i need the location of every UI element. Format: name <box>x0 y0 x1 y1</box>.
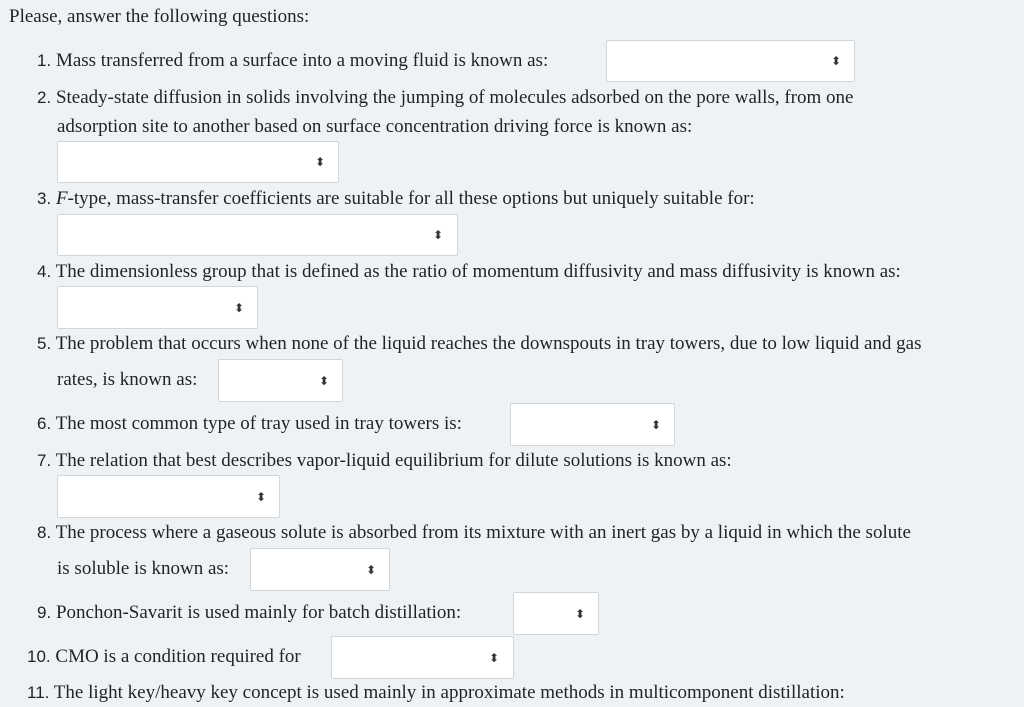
question-text: The most common type of tray used in tray towers is: <box>55 413 462 434</box>
question-7 <box>37 447 732 475</box>
dropdown-arrow-icon: ⬍ <box>650 417 661 432</box>
dropdown-arrow-icon: ⬍ <box>574 606 585 621</box>
question-8 <box>37 519 911 547</box>
question-text-line-1: Steady-state diffusion in solids involving the jumping of molecules adsorbed on the pore walls, from one <box>55 87 854 108</box>
instructions-heading: Please, answer the following questions: <box>9 6 310 27</box>
question-number: 4. <box>37 262 52 281</box>
question-text: F-type, mass-transfer coefficients are suitable for all these options but uniquely suitable for: <box>55 188 755 209</box>
question-number: 7. <box>37 451 52 470</box>
question-text-line-2: adsorption site to another based on surface concentration driving force is known as: <box>57 116 693 137</box>
question-text: The dimensionless group that is defined as the ratio of momentum diffusivity and mass diffusivity is known as: <box>55 261 901 282</box>
dropdown-arrow-icon: ⬍ <box>233 300 244 315</box>
question-text-line-2: is soluble is known as: <box>57 558 230 579</box>
question-3 <box>37 185 755 213</box>
dropdown-arrow-icon: ⬍ <box>318 373 329 388</box>
question-10 <box>27 643 301 671</box>
dropdown-arrow-icon: ⬍ <box>255 489 266 504</box>
answer-select-3[interactable] <box>57 214 458 256</box>
question-number: 8. <box>37 523 52 542</box>
dropdown-arrow-icon: ⬍ <box>365 562 376 577</box>
question-5 <box>37 330 922 358</box>
answer-select-10[interactable] <box>331 636 514 679</box>
question-2 <box>37 84 853 112</box>
question-text-line-1: The process where a gaseous solute is absorbed from its mixture with an inert gas by a liquid in which the solute <box>55 522 911 543</box>
question-1 <box>37 47 548 75</box>
answer-select-1[interactable] <box>606 40 855 82</box>
dropdown-arrow-icon: ⬍ <box>314 155 325 169</box>
question-9 <box>37 599 461 627</box>
question-text: Mass transferred from a surface into a moving fluid is known as: <box>55 50 549 71</box>
question-number: 9. <box>37 603 52 622</box>
question-text-line-2: rates, is known as: <box>57 369 198 390</box>
answer-select-9[interactable] <box>513 592 599 635</box>
question-text-line-1: The problem that occurs when none of the liquid reaches the downspouts in tray towers, due to low liquid and gas <box>55 333 922 354</box>
question-number: 2. <box>37 88 52 107</box>
question-text: The light key/heavy key concept is used mainly in approximate methods in multicomponent distillation: <box>53 682 845 703</box>
question-number: 11. <box>27 683 50 702</box>
dropdown-arrow-icon: ⬍ <box>830 54 841 68</box>
question-4 <box>37 258 901 286</box>
question-text: Ponchon-Savarit is used mainly for batch distillation: <box>55 602 462 623</box>
question-text: CMO is a condition required for <box>55 646 301 667</box>
question-text: The relation that best describes vapor-liquid equilibrium for dilute solutions is known as: <box>55 450 732 471</box>
answer-select-7[interactable] <box>57 475 280 518</box>
italic-f: F <box>55 188 68 209</box>
answer-select-4[interactable] <box>57 286 258 329</box>
question-number: 5. <box>37 334 52 353</box>
dropdown-arrow-icon: ⬍ <box>488 650 499 665</box>
question-6 <box>37 410 462 438</box>
question-8-continued <box>57 555 229 583</box>
answer-select-6[interactable] <box>510 403 675 446</box>
question-number: 10. <box>27 647 51 666</box>
question-5-continued <box>57 366 197 394</box>
answer-select-8[interactable] <box>250 548 390 591</box>
answer-select-5[interactable] <box>218 359 343 402</box>
answer-select-2[interactable] <box>57 141 339 183</box>
question-number: 6. <box>37 414 52 433</box>
question-number: 3. <box>37 189 52 208</box>
question-2-continued <box>57 113 692 141</box>
question-number: 1. <box>37 51 52 70</box>
dropdown-arrow-icon: ⬍ <box>432 228 443 242</box>
